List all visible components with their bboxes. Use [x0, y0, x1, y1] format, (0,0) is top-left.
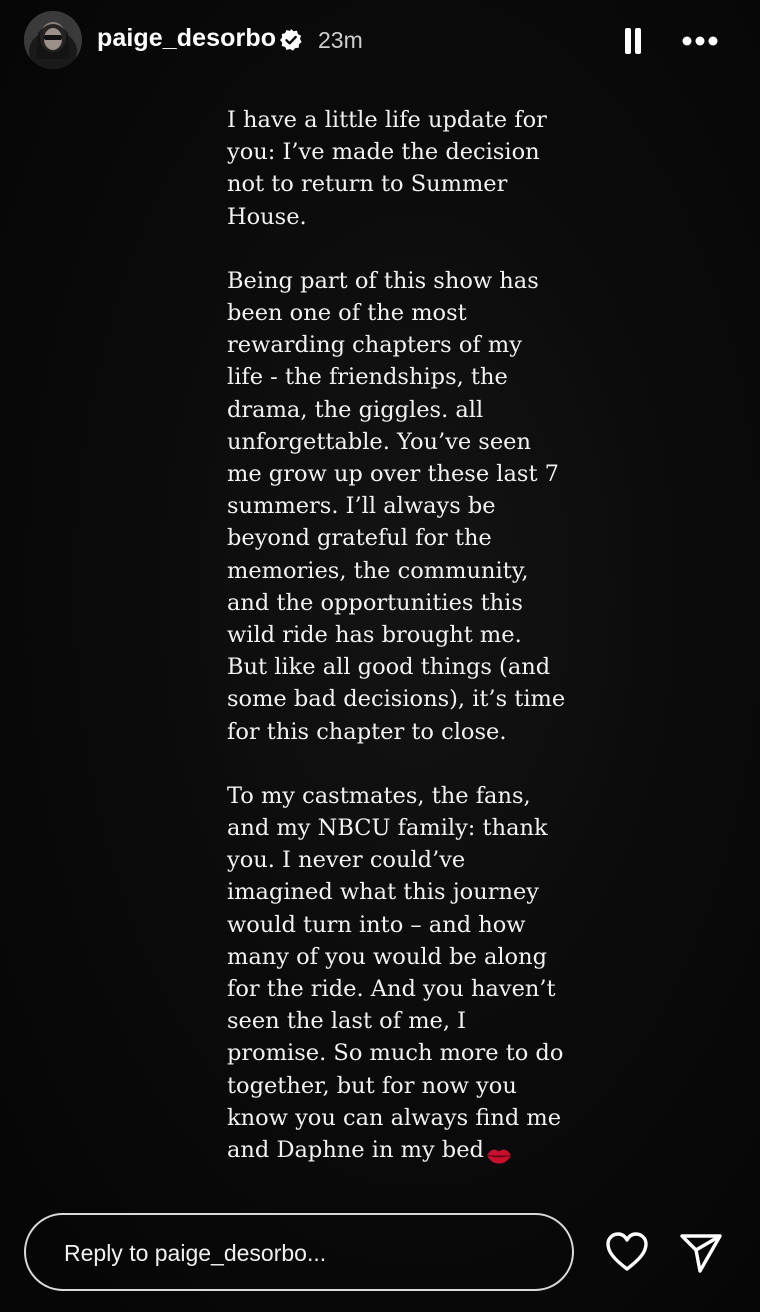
- paper-plane-icon: [678, 1229, 724, 1275]
- send-button[interactable]: [678, 1229, 724, 1275]
- story-paragraph: Being part of this show has been one of the most rewarding chapters of my life - the friendships, the drama, the giggles. all unforgettable. You’ve seen me grow up over these last 7 summers. I’ll always be beyond grateful for the memories, the community, and the opportunities this wild ride has brought me. But like all good things (and some bad decisions), it’s time for this chapter to close.: [227, 267, 566, 745]
- story-paragraph-last: [227, 780, 587, 1166]
- story-text-block: [227, 104, 587, 1198]
- more-dots-icon: [676, 24, 724, 58]
- verified-badge-icon: [279, 28, 303, 52]
- reply-placeholder: Reply to paige_desorbo...: [64, 1240, 327, 1266]
- story-paragraph: I have a little life update for you: I’ve made the decision not to return to Summer House.: [227, 107, 547, 230]
- username[interactable]: paige_desorbo: [97, 24, 277, 52]
- pause-icon: [616, 24, 650, 58]
- more-options-button[interactable]: [676, 24, 724, 58]
- heart-icon: [604, 1230, 650, 1274]
- story-paragraph-text: To my castmates, the fans, and my NBCU family: thank you. I never could’ve imagined what this journey would turn into – and how many of you would be along for the ride. And you haven’t seen the last of me, I promise. So much more to do together, but for now you know you can always find me and Daphne in my bed: [227, 782, 564, 1164]
- kiss-mark-icon: [486, 1142, 512, 1160]
- like-button[interactable]: [604, 1230, 650, 1274]
- pause-button[interactable]: [616, 24, 650, 58]
- post-timestamp: 23m: [318, 27, 363, 53]
- reply-input[interactable]: [24, 1213, 574, 1291]
- story-header: [0, 0, 760, 84]
- avatar[interactable]: [24, 11, 82, 69]
